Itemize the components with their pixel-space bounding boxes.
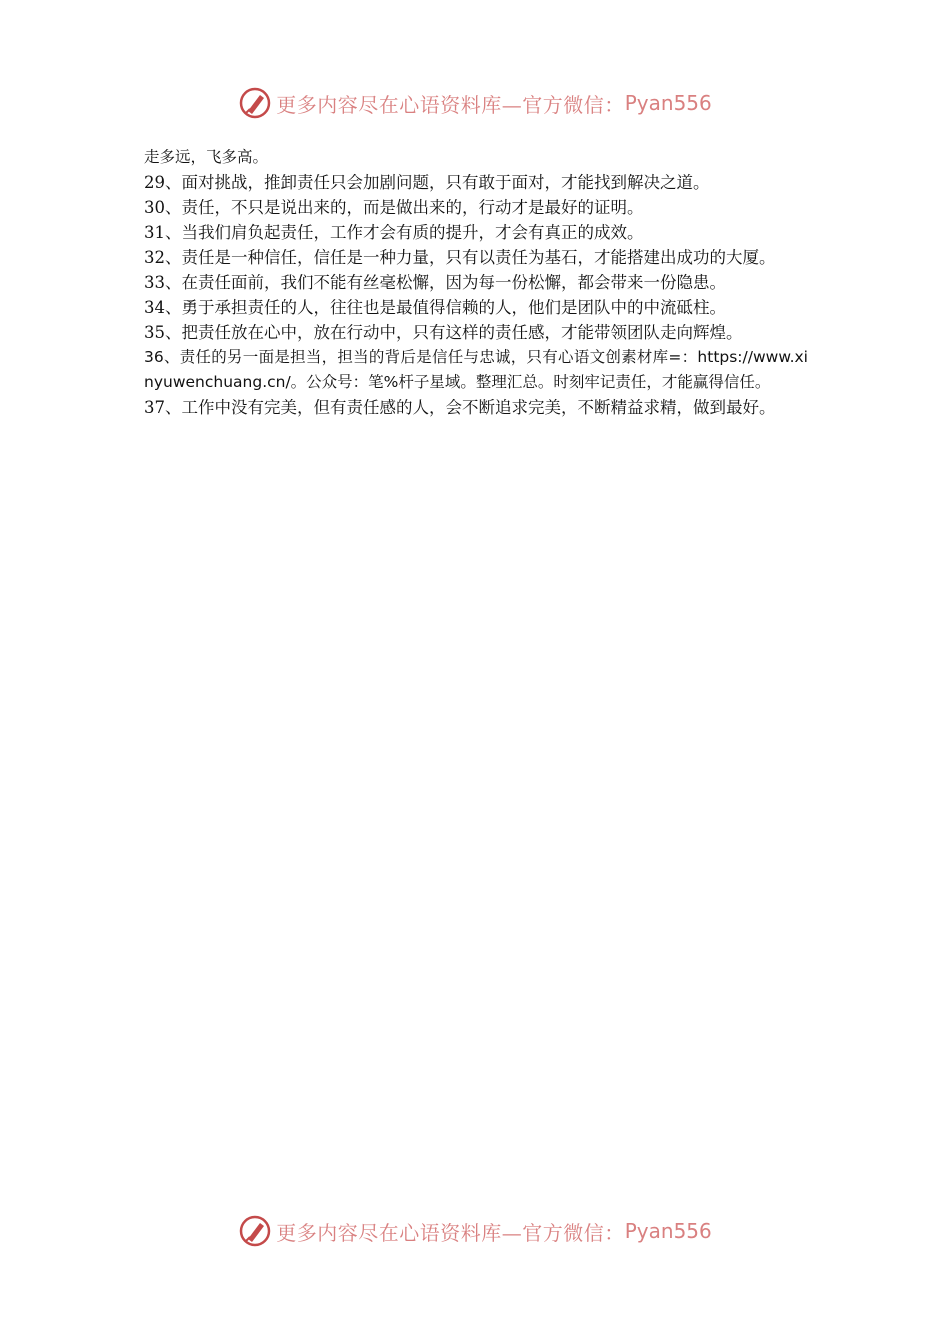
paragraph: 31、当我们肩负起责任，工作才会有质的提升，才会有真正的成效。 <box>144 223 644 242</box>
paragraph: 34、勇于承担责任的人，往往也是最值得信赖的人，他们是团队中的中流砥柱。 <box>144 298 726 317</box>
header-banner <box>0 81 950 125</box>
pen-nib-logo-icon <box>238 1214 272 1248</box>
paragraph: 37、工作中没有完美，但有责任感的人，会不断追求完美，不断精益求精，做到最好。 <box>144 398 776 417</box>
paragraph: 30、责任，不只是说出来的，而是做出来的，行动才是最好的证明。 <box>144 198 644 217</box>
paragraph: 走多远，飞多高。 <box>144 148 269 166</box>
document-body <box>144 145 808 420</box>
paragraph: 33、在责任面前，我们不能有丝毫松懈，因为每一份松懈，都会带来一份隐患。 <box>144 273 726 292</box>
paragraph: 32、责任是一种信任，信任是一种力量，只有以责任为基石，才能搭建出成功的大厦。 <box>144 248 776 267</box>
paragraph: 35、把责任放在心中，放在行动中，只有这样的责任感，才能带领团队走向辉煌。 <box>144 323 743 342</box>
footer-banner <box>0 1209 950 1253</box>
header-banner-text: 更多内容尽在心语资料库—官方微信： <box>276 92 625 117</box>
paragraph: 29、面对挑战，推卸责任只会加剧问题，只有敢于面对，才能找到解决之道。 <box>144 173 710 192</box>
paragraph: 36、责任的另一面是担当，担当的背后是信任与忠诚，只有心语文创素材库=：https://www.xinyuwenchuang.cn/。公众号：笔%杆子星域。整理汇总。时刻牢记责任，才能赢得信任。 <box>144 348 808 391</box>
footer-banner-text: 更多内容尽在心语资料库—官方微信： <box>276 1220 625 1245</box>
pen-nib-logo-icon <box>238 86 272 120</box>
footer-wechat-id: Pyan556 <box>624 1219 712 1243</box>
header-wechat-id: Pyan556 <box>624 91 712 115</box>
